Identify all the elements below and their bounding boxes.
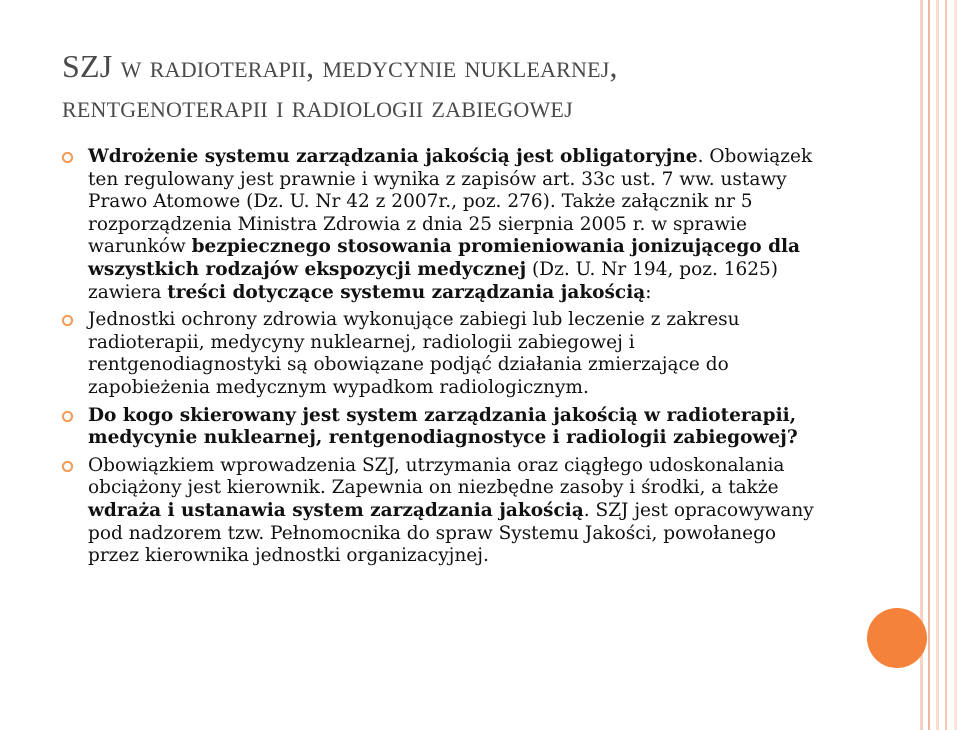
bullet-text: Do kogo skierowany jest system zarządzania jakością w radioterapii, medycynie nuklearnej, rentgenodiagnostyce i radiologii zabiegowej? [88, 404, 798, 449]
bullet-item-4 [58, 455, 828, 568]
title-line-2: rentgenoterapii i radiologii zabiegowej [62, 88, 573, 124]
bullet-icon [61, 314, 74, 327]
decorative-orange-circle [867, 608, 927, 668]
bullet-icon [61, 151, 74, 164]
bullet-text: Wdrożenie systemu zarządzania jakością jest obligatoryjne. Obowiązek ten regulowany jest prawnie i wynika z zapisów art. 33c ust. 7 ww. ustawy Prawo Atomowe (Dz. U. Nr 42 z 2007r., poz. 276). Także załącznik nr 5 rozporządzenia Ministra Zdrowia z dnia 25 sierpnia 2005 r. w sprawie warunków bezpiecznego stosowania promieniowania jonizującego dla wszystkich rodzajów ekspozycji medycznej (Dz. U. Nr 194, poz. 1625) zawiera treści dotyczące systemu zarządzania jakością: [88, 146, 813, 303]
bullet-icon [61, 460, 74, 473]
bullet-icon [61, 410, 74, 423]
bullet-item-2 [58, 309, 828, 399]
bullet-item-3 [58, 405, 828, 450]
bullet-text: Jednostki ochrony zdrowia wykonujące zabiegi lub leczenie z zakresu radioterapii, medycyny nuklearnej, radiologii zabiegowej i rentgenodiagnostyki są obowiązane podjąć działania zmierzające do zapobieżenia medycznym wypadkom radiologicznym. [88, 309, 740, 398]
bullet-text: Obowiązkiem wprowadzenia SZJ, utrzymania oraz ciągłego udoskonalania obciążony jest kierownik. Zapewnia on niezbędne zasoby i środki, a także wdraża i ustanawia system zarządzania jakością. SZJ jest opracowywany pod nadzorem tzw. Pełnomocnika do spraw Systemu Jakości, powołanego przez kierownika jednostki organizacyjnej. [88, 454, 814, 567]
slide-title [62, 46, 862, 126]
title-line-1: SZJ w radioterapii, medycynie nuklearnej, [62, 48, 618, 84]
decorative-stripes [920, 0, 960, 730]
bullet-item-1 [58, 146, 828, 304]
bullet-list [58, 146, 828, 573]
